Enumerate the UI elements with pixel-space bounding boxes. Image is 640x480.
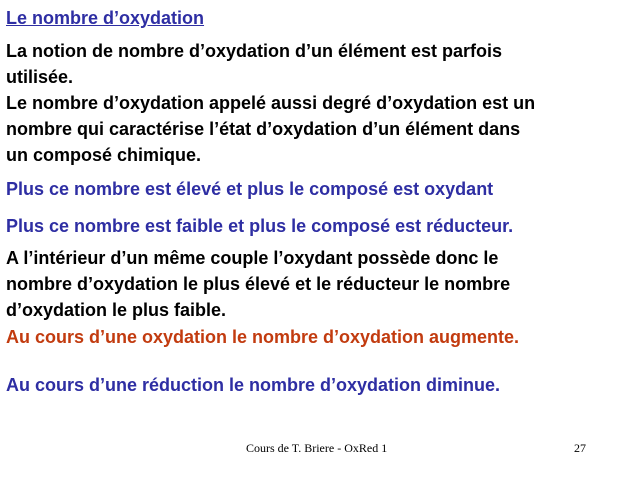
paragraph-couple-line-2: nombre d’oxydation le plus élevé et le réducteur le nombre: [6, 274, 511, 294]
paragraph-reduction-decrease: Au cours d’une réduction le nombre d’oxydation diminue.: [6, 375, 501, 395]
paragraph-couple-line-1: A l’intérieur d’un même couple l’oxydant possède donc le: [6, 248, 499, 268]
paragraph-definition-line-1: La notion de nombre d’oxydation d’un élément est parfois: [6, 41, 503, 61]
slide-title: Le nombre d’oxydation: [6, 8, 205, 28]
page-number: 27: [574, 441, 586, 455]
paragraph-oxidant: Plus ce nombre est élevé et plus le composé est oxydant: [6, 179, 494, 199]
paragraph-couple-line-3: d’oxydation le plus faible.: [6, 300, 227, 320]
paragraph-definition-line-2: utilisée.: [6, 67, 74, 87]
paragraph-oxidation-increase: Au cours d’une oxydation le nombre d’oxydation augmente.: [6, 327, 520, 347]
paragraph-degree-line-2: nombre qui caractérise l’état d’oxydation d’un élément dans: [6, 119, 521, 139]
paragraph-reducer: Plus ce nombre est faible et plus le composé est réducteur.: [6, 216, 514, 236]
footer-course-label: Cours de T. Briere - OxRed 1: [246, 441, 388, 455]
paragraph-degree-line-3: un composé chimique.: [6, 145, 202, 165]
paragraph-degree-line-1: Le nombre d’oxydation appelé aussi degré d’oxydation est un: [6, 93, 536, 113]
